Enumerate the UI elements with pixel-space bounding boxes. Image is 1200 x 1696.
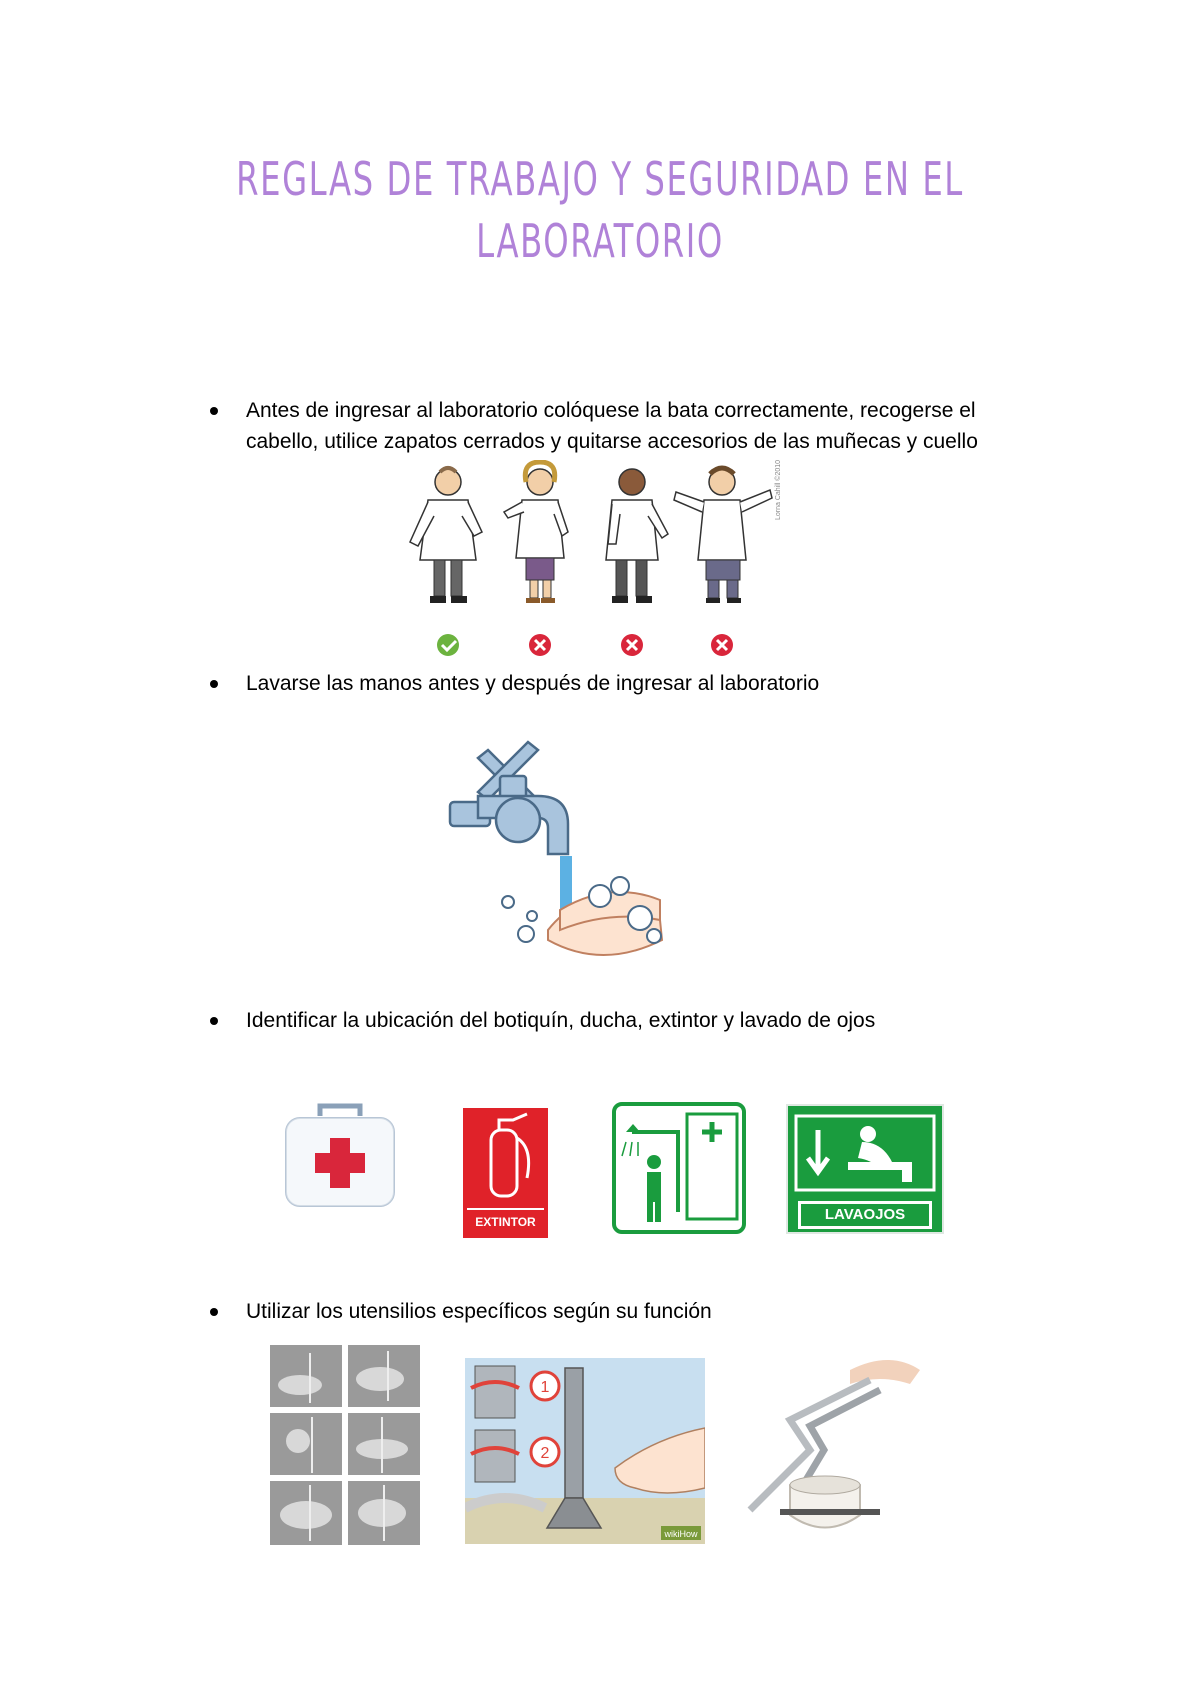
crucible-tongs-photo	[730, 1350, 930, 1545]
check-icon	[437, 634, 459, 656]
pipette-bulb-photo-grid	[270, 1345, 420, 1545]
rule-1-line-2: cabello, utilice zapatos cerrados y quitarse accesorios de las muñecas y cuello	[246, 430, 978, 453]
rule-item-2	[246, 668, 1046, 699]
wikihow-watermark: wikiHow	[664, 1529, 698, 1539]
bullet-icon	[210, 407, 218, 415]
step-badge-2: 2	[540, 1445, 550, 1462]
page-title-line-2: LABORATORIO	[476, 214, 724, 268]
rule-2-line-1: Lavarse las manos antes y después de ingresar al laboratorio	[246, 672, 820, 695]
bullet-icon	[210, 680, 218, 688]
illustration-credit: Lorna Cahill ©2010	[775, 460, 782, 520]
bullet-icon	[210, 1017, 218, 1025]
eyewash-sign	[786, 1104, 944, 1234]
extinguisher-sign	[463, 1108, 548, 1238]
first-aid-kit-icon	[280, 1098, 400, 1218]
bunsen-burner-icon	[465, 1358, 705, 1544]
bullet-icon	[210, 1308, 218, 1316]
rule-item-4	[246, 1296, 1046, 1327]
cross-icon	[529, 634, 551, 656]
figure-correct	[410, 468, 482, 603]
rule-4-line-1: Utilizar los utensilios específicos según su función	[246, 1300, 712, 1323]
cross-icon	[711, 634, 733, 656]
cross-icon	[621, 634, 643, 656]
rule-1-line-1: Antes de ingresar al laboratorio colóquese la bata correctamente, recogerse el	[246, 399, 976, 422]
handwashing-illustration	[448, 740, 673, 970]
figure-incorrect-2	[606, 469, 668, 603]
figure-incorrect-1	[504, 462, 568, 603]
figure-incorrect-3	[674, 468, 772, 603]
page-title-line-1: REGLAS DE TRABAJO Y SEGURIDAD EN EL	[236, 152, 964, 206]
bunsen-burner-illustration	[465, 1358, 705, 1544]
eyewash-icon	[788, 1106, 942, 1192]
lab-attire-illustration	[400, 460, 790, 660]
rule-3-line-1: Identificar la ubicación del botiquín, ducha, extintor y lavado de ojos	[246, 1009, 876, 1032]
pipette-bulb-steps-icon	[270, 1345, 420, 1545]
rule-item-3	[246, 1005, 1046, 1036]
eyewash-label: LAVAOJOS	[798, 1201, 932, 1229]
safety-shower-sign	[612, 1102, 746, 1234]
fire-extinguisher-icon	[463, 1108, 548, 1203]
step-badge-1: 1	[540, 1379, 550, 1396]
extinguisher-label: EXTINTOR	[467, 1208, 544, 1229]
rule-item-1	[246, 395, 1046, 457]
